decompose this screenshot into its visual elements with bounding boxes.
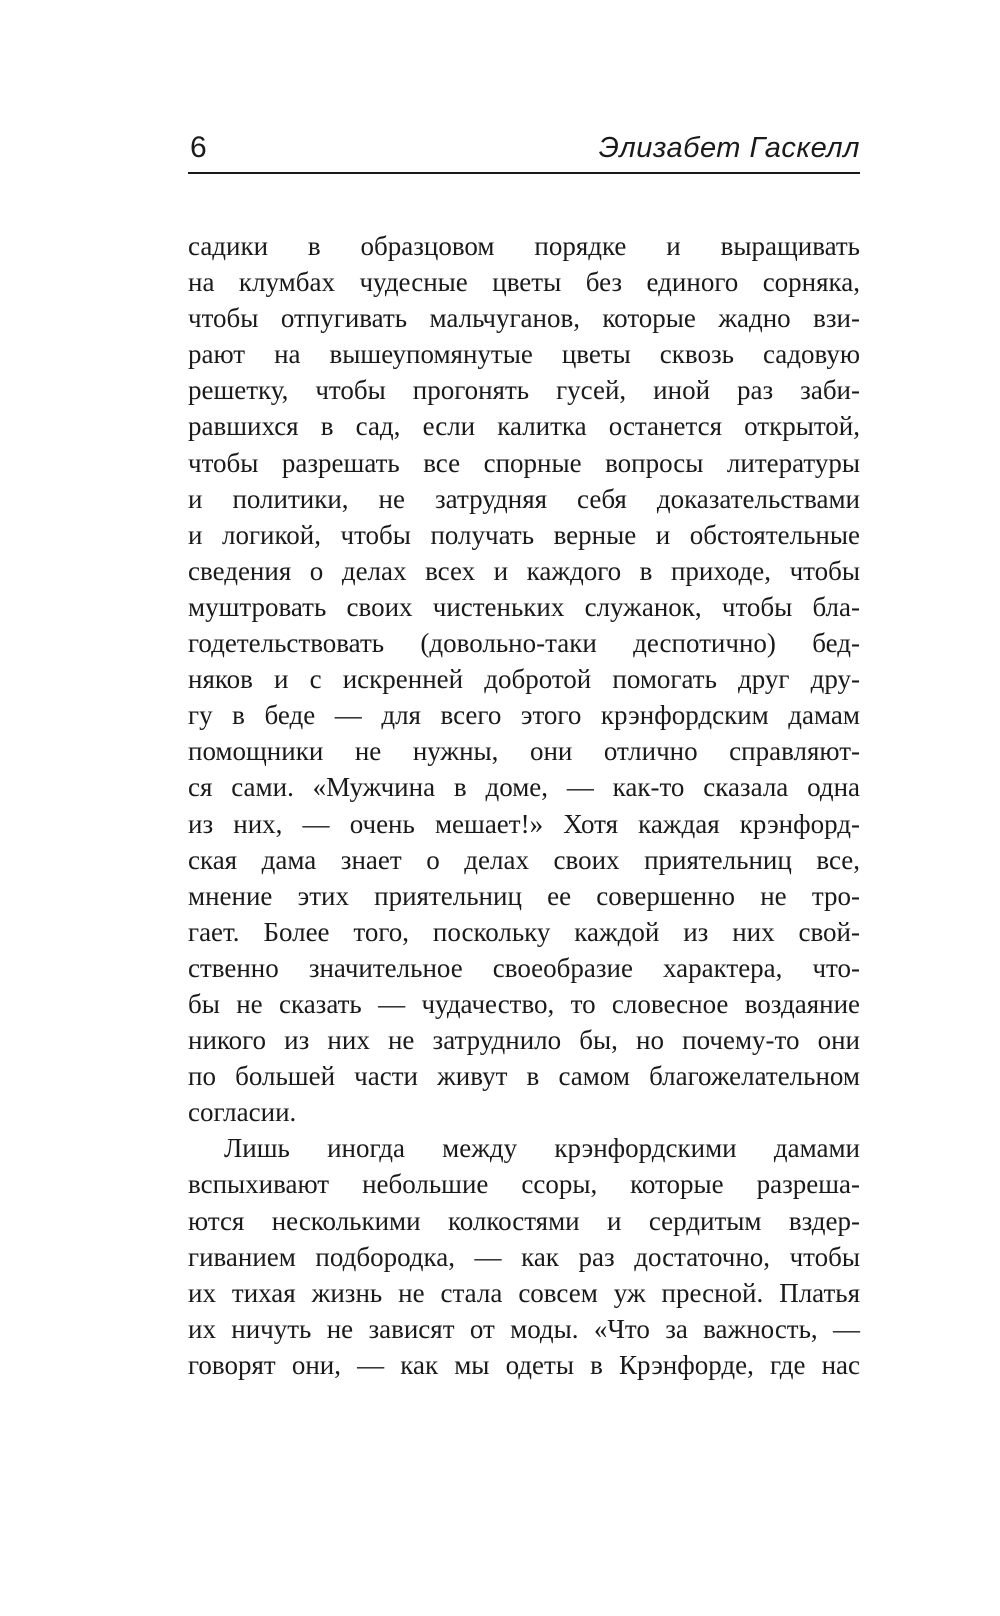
text-line: ственно значительное своеобразие характера, что-: [188, 952, 860, 983]
text-line: ся сами. «Мужчина в доме, — как-то сказала одна: [188, 772, 860, 803]
text-line: из них, — очень мешает!» Хотя каждая крэнфорд-: [188, 808, 860, 839]
text-line: никого из них не затруднило бы, но почему-то они: [188, 1025, 860, 1056]
text-line: бы не сказать — чудачество, то словесное воздаяние: [188, 988, 860, 1019]
page-number: 6: [190, 131, 207, 164]
text-line: и политики, не затрудняя себя доказательствами: [188, 483, 860, 514]
text-line: ская дама знает о делах своих приятельниц все,: [188, 844, 860, 875]
text-line: решетку, чтобы прогонять гусей, иной раз заби-: [188, 375, 860, 406]
text-line: няков и с искренней добротой помогать друг дру-: [188, 664, 860, 695]
text-line: по большей части живут в самом благожелательном: [188, 1061, 860, 1092]
running-head: [188, 128, 860, 174]
text-line: их тихая жизнь не стала совсем уж пресной. Платья: [188, 1277, 860, 1308]
text-line: на клумбах чудесные цветы без единого сорняка,: [188, 267, 860, 298]
text-line: рают на вышеупомянутые цветы сквозь садовую: [188, 339, 860, 370]
text-line: равшихся в сад, если калитка останется открытой,: [188, 411, 860, 442]
text-line: сведения о делах всех и каждого в приходе, чтобы: [188, 555, 860, 586]
text-line: вспыхивают небольшие ссоры, которые разреша-: [188, 1169, 860, 1200]
text-line: чтобы отпугивать мальчуганов, которые жадно взи-: [188, 303, 860, 334]
text-line: гиванием подбородка, — как раз достаточно, чтобы: [188, 1241, 860, 1272]
text-line: садики в образцовом порядке и выращивать: [188, 231, 860, 261]
text-line: помощники не нужны, они отлично справляют-: [188, 736, 860, 767]
paragraph-end-line: согласии.: [188, 1097, 297, 1128]
paragraph-first-line: Лишь иногда между крэнфордскими дамами: [224, 1133, 860, 1164]
text-line: их ничуть не зависят от моды. «Что за важность, —: [188, 1313, 860, 1344]
text-line: муштровать своих чистеньких служанок, чтобы бла-: [188, 591, 860, 622]
text-line: гает. Более того, поскольку каждой из них свой-: [188, 916, 860, 947]
text-line: гу в беде — для всего этого крэнфордским дамам: [188, 700, 860, 731]
book-author: Элизабет Гаскелл: [598, 132, 860, 164]
text-line: ются несколькими колкостями и сердитым вздер-: [188, 1205, 860, 1236]
text-line: годетельствовать (довольно-таки деспотично) бед-: [188, 628, 860, 659]
text-line: мнение этих приятельниц ее совершенно не тро-: [188, 880, 860, 911]
text-line: и логикой, чтобы получать верные и обстоятельные: [188, 519, 860, 550]
text-line: чтобы разрешать все спорные вопросы литературы: [188, 447, 860, 478]
body-text: [188, 228, 860, 1383]
text-line: говорят они, — как мы одеты в Крэнфорде, где нас: [188, 1349, 860, 1380]
